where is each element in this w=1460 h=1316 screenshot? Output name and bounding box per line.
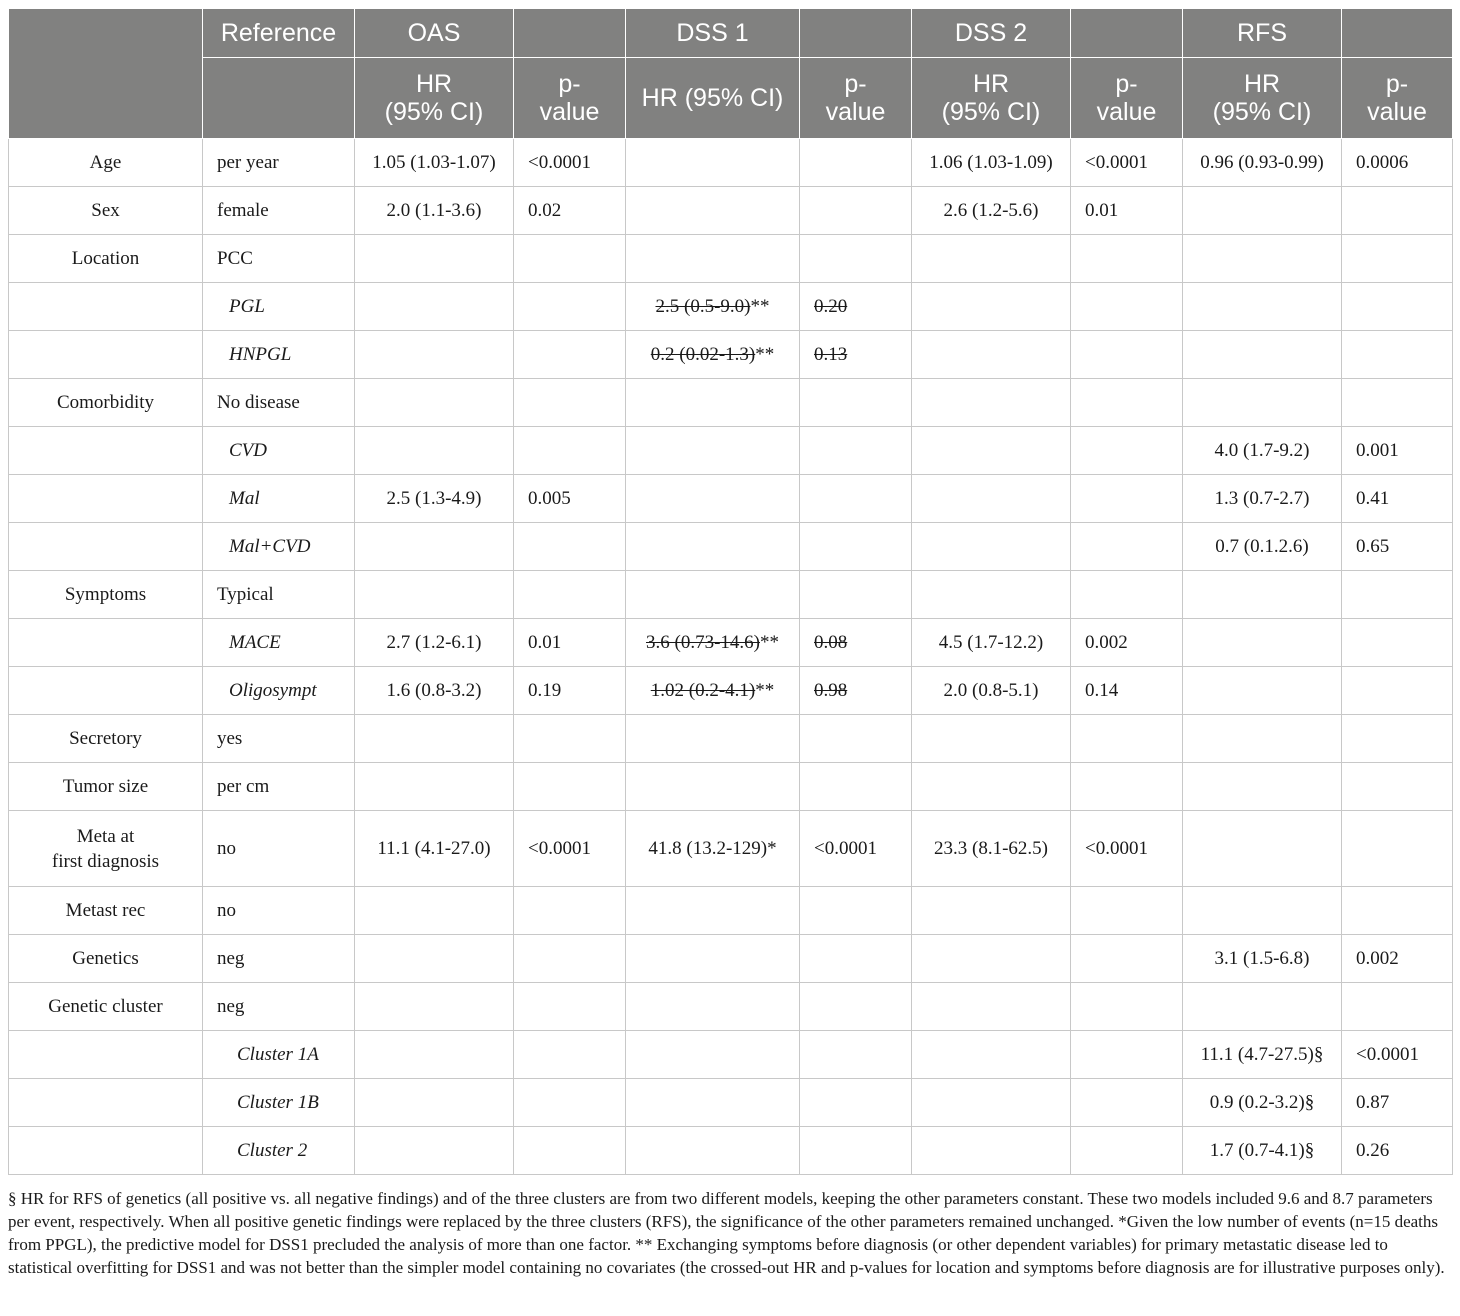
cell-variable (9, 619, 203, 667)
table-container (8, 8, 1452, 1279)
cell-rfs-p (1342, 379, 1453, 427)
cell-reference: yes (203, 715, 355, 763)
cell-dss1-hr (626, 715, 800, 763)
cell-dss1-hr (626, 283, 800, 331)
table-footnote: § HR for RFS of genetics (all positive vs. all negative findings) and of the three clusters are from two different models, keeping the other parameters constant. These two models included 9.6 and 8.7 parameters per event, respectively. When all positive genetic findings were replaced by the three clusters (RFS), the significance of the other parameters remained unchanged. *Given the low number of events (n=15 deaths from PPGL), the predictive model for DSS1 precluded the analysis of more than one factor. ** Exchanging symptoms before diagnosis (or other dependent variables) for primary metastatic disease led to statistical overfitting for DSS1 and was not better than the simpler model containing no covariates (the crossed-out HR and p-values for location and symptoms before diagnosis are for illustrative purposes only). (8, 1189, 1445, 1277)
table-row (9, 475, 1453, 523)
cell-dss2-hr: 2.6 (1.2-5.6) (912, 187, 1071, 235)
cell-rfs-hr: 0.96 (0.93-0.99) (1183, 139, 1342, 187)
cell-variable (9, 331, 203, 379)
cell-rfs-p (1342, 331, 1453, 379)
cell-reference: CVD (203, 427, 355, 475)
cell-dss2-hr (912, 235, 1071, 283)
cell-dss2-p (1071, 235, 1183, 283)
cell-dss2-p: <0.0001 (1071, 811, 1183, 887)
cell-dss1-p (800, 187, 912, 235)
cell-rfs-hr: 11.1 (4.7-27.5)§ (1183, 1031, 1342, 1079)
cell-dss2-hr (912, 935, 1071, 983)
cell-dss1-p (800, 1079, 912, 1127)
table-row (9, 1031, 1453, 1079)
cell-rfs-p: 0.001 (1342, 427, 1453, 475)
cell-dss2-hr (912, 1031, 1071, 1079)
cell-oas-p (514, 331, 626, 379)
cell-dss2-hr (912, 379, 1071, 427)
cell-oas-p (514, 283, 626, 331)
header-dss1-hr: HR (95% CI) (626, 58, 800, 139)
table-row (9, 811, 1453, 887)
cell-dss2-hr (912, 887, 1071, 935)
header-dss1-p: p- value (800, 58, 912, 139)
cell-dss1-p (800, 667, 912, 715)
cell-reference: Oligosympt (203, 667, 355, 715)
cell-variable: Tumor size (9, 763, 203, 811)
cell-dss1-p (800, 427, 912, 475)
cell-dss1-hr (626, 187, 800, 235)
cell-rfs-p (1342, 619, 1453, 667)
header-dss2-hr: HR (95% CI) (912, 58, 1071, 139)
cell-reference: Mal+CVD (203, 523, 355, 571)
cell-dss1-p (800, 523, 912, 571)
cell-variable: Genetic cluster (9, 983, 203, 1031)
cell-dss2-p: 0.01 (1071, 187, 1183, 235)
cell-dss1-hr (626, 523, 800, 571)
struck-hr-value: 3.6 (0.73-14.6) (646, 631, 760, 653)
header-rfs-spacer (1342, 9, 1453, 58)
cell-oas-p: 0.02 (514, 187, 626, 235)
table-row (9, 667, 1453, 715)
cell-dss1-hr (626, 475, 800, 523)
cell-oas-p: <0.0001 (514, 811, 626, 887)
cell-oas-p (514, 379, 626, 427)
cell-reference: neg (203, 935, 355, 983)
cell-oas-hr (355, 983, 514, 1031)
cell-reference: HNPGL (203, 331, 355, 379)
cell-rfs-p: 0.65 (1342, 523, 1453, 571)
cell-dss1-p (800, 139, 912, 187)
header-variable-blank (9, 9, 203, 139)
table-row (9, 523, 1453, 571)
cell-oas-p (514, 427, 626, 475)
cell-dss2-hr (912, 427, 1071, 475)
cell-dss1-p (800, 283, 912, 331)
cell-dss2-p (1071, 935, 1183, 983)
cell-rfs-p (1342, 283, 1453, 331)
cell-oas-p (514, 715, 626, 763)
cell-dss1-p (800, 619, 912, 667)
cell-rfs-hr (1183, 187, 1342, 235)
cell-reference: Mal (203, 475, 355, 523)
cell-reference: Cluster 1A (203, 1031, 355, 1079)
cell-rfs-hr (1183, 331, 1342, 379)
table-row (9, 763, 1453, 811)
footnote-marker: ** (750, 295, 770, 317)
cell-oas-p (514, 1031, 626, 1079)
cell-variable (9, 1031, 203, 1079)
cell-rfs-hr: 4.0 (1.7-9.2) (1183, 427, 1342, 475)
cell-rfs-p (1342, 983, 1453, 1031)
cell-oas-p (514, 571, 626, 619)
table-row (9, 235, 1453, 283)
cell-reference: Typical (203, 571, 355, 619)
cell-oas-hr: 1.05 (1.03-1.07) (355, 139, 514, 187)
cell-dss1-hr (626, 427, 800, 475)
cell-oas-p: 0.01 (514, 619, 626, 667)
header-rfs-hr: HR (95% CI) (1183, 58, 1342, 139)
cell-oas-hr: 2.7 (1.2-6.1) (355, 619, 514, 667)
cell-dss1-hr (626, 235, 800, 283)
cell-variable: Genetics (9, 935, 203, 983)
cell-rfs-hr (1183, 715, 1342, 763)
cell-variable (9, 667, 203, 715)
cell-dss1-hr (626, 887, 800, 935)
cell-rfs-p: 0.87 (1342, 1079, 1453, 1127)
cell-dss2-hr (912, 523, 1071, 571)
cell-dss1-hr (626, 1031, 800, 1079)
table-row (9, 1079, 1453, 1127)
cell-rfs-p (1342, 667, 1453, 715)
cell-rfs-p (1342, 571, 1453, 619)
cell-dss2-p: 0.14 (1071, 667, 1183, 715)
cell-rfs-hr (1183, 763, 1342, 811)
header-oas-p: p- value (514, 58, 626, 139)
cell-dss2-p (1071, 571, 1183, 619)
table-row (9, 715, 1453, 763)
cell-dss1-p (800, 763, 912, 811)
cell-dss1-p (800, 1031, 912, 1079)
cell-reference: per cm (203, 763, 355, 811)
table-row (9, 571, 1453, 619)
cell-dss2-p (1071, 1127, 1183, 1175)
cell-rfs-p (1342, 763, 1453, 811)
cell-dss1-hr (626, 331, 800, 379)
header-dss1-spacer (800, 9, 912, 58)
cell-dss1-hr (626, 667, 800, 715)
header-reference: Reference (203, 9, 355, 58)
cell-rfs-p (1342, 811, 1453, 887)
cell-dss1-p (800, 379, 912, 427)
cell-rfs-p: 0.26 (1342, 1127, 1453, 1175)
cell-dss1-p (800, 1127, 912, 1175)
cell-dss2-hr: 1.06 (1.03-1.09) (912, 139, 1071, 187)
struck-p-value: 0.20 (814, 295, 848, 317)
table-row (9, 983, 1453, 1031)
cell-dss2-p (1071, 887, 1183, 935)
cell-rfs-hr (1183, 571, 1342, 619)
cell-rfs-hr (1183, 667, 1342, 715)
cell-rfs-p (1342, 715, 1453, 763)
cell-oas-hr (355, 571, 514, 619)
cell-dss2-hr (912, 715, 1071, 763)
cell-rfs-hr (1183, 283, 1342, 331)
cell-rfs-hr: 1.7 (0.7-4.1)§ (1183, 1127, 1342, 1175)
cell-rfs-p: 0.41 (1342, 475, 1453, 523)
cell-dss2-hr (912, 571, 1071, 619)
cell-dss2-p (1071, 427, 1183, 475)
cell-dss1-hr (626, 1079, 800, 1127)
cell-dss2-p (1071, 331, 1183, 379)
cell-dss1-hr (626, 619, 800, 667)
cell-variable: Meta at first diagnosis (9, 811, 203, 887)
cell-dss2-hr (912, 283, 1071, 331)
cell-oas-p (514, 983, 626, 1031)
cell-variable: Symptoms (9, 571, 203, 619)
cell-variable: Comorbidity (9, 379, 203, 427)
cell-variable (9, 1079, 203, 1127)
table-row (9, 187, 1453, 235)
cell-dss1-hr (626, 935, 800, 983)
table-row (9, 139, 1453, 187)
header-rfs-p: p- value (1342, 58, 1453, 139)
header-dss2-p: p- value (1071, 58, 1183, 139)
table-header (9, 9, 1453, 139)
cell-dss2-p (1071, 475, 1183, 523)
header-reference-sub (203, 58, 355, 139)
cell-reference: No disease (203, 379, 355, 427)
cell-dss1-hr: 41.8 (13.2-129)* (626, 811, 800, 887)
cell-variable (9, 523, 203, 571)
cell-rfs-p (1342, 235, 1453, 283)
cell-oas-hr (355, 935, 514, 983)
cell-rfs-hr: 0.7 (0.1.2.6) (1183, 523, 1342, 571)
cell-oas-hr: 1.6 (0.8-3.2) (355, 667, 514, 715)
cell-dss2-p: <0.0001 (1071, 139, 1183, 187)
cell-dss2-p (1071, 523, 1183, 571)
cell-dss1-p (800, 715, 912, 763)
cell-dss2-hr (912, 763, 1071, 811)
cell-rfs-hr (1183, 235, 1342, 283)
cell-oas-p (514, 523, 626, 571)
cell-reference: PCC (203, 235, 355, 283)
cell-dss2-p (1071, 1079, 1183, 1127)
cell-dss1-hr (626, 379, 800, 427)
cell-oas-p: <0.0001 (514, 139, 626, 187)
cell-dss2-p (1071, 379, 1183, 427)
table-body (9, 139, 1453, 1175)
cell-dss2-hr (912, 1127, 1071, 1175)
cell-reference: per year (203, 139, 355, 187)
cell-oas-hr (355, 763, 514, 811)
cell-rfs-hr (1183, 619, 1342, 667)
cell-rfs-p (1342, 187, 1453, 235)
cell-reference: female (203, 187, 355, 235)
cell-oas-hr (355, 235, 514, 283)
struck-p-value: 0.13 (814, 343, 848, 365)
cell-dss2-p (1071, 283, 1183, 331)
struck-hr-value: 0.2 (0.02-1.3) (650, 343, 756, 365)
cell-dss2-p (1071, 983, 1183, 1031)
cell-rfs-hr: 1.3 (0.7-2.7) (1183, 475, 1342, 523)
footnote-marker: ** (755, 343, 775, 365)
cell-dss1-hr (626, 983, 800, 1031)
cell-oas-hr (355, 427, 514, 475)
cell-dss2-hr (912, 331, 1071, 379)
cell-dss1-p (800, 983, 912, 1031)
cell-dss1-hr (626, 1127, 800, 1175)
struck-hr-value: 2.5 (0.5-9.0) (655, 295, 751, 317)
cell-rfs-p: 0.0006 (1342, 139, 1453, 187)
header-rfs: RFS (1183, 9, 1342, 58)
cell-oas-p: 0.005 (514, 475, 626, 523)
cell-variable: Metast rec (9, 887, 203, 935)
cell-oas-p (514, 1079, 626, 1127)
cell-dss1-p (800, 571, 912, 619)
cell-dss2-p: 0.002 (1071, 619, 1183, 667)
cell-dss2-hr (912, 475, 1071, 523)
cell-dss1-p (800, 235, 912, 283)
cell-dss2-hr: 4.5 (1.7-12.2) (912, 619, 1071, 667)
header-dss2: DSS 2 (912, 9, 1071, 58)
cell-rfs-hr (1183, 379, 1342, 427)
table-row (9, 331, 1453, 379)
cell-rfs-hr: 3.1 (1.5-6.8) (1183, 935, 1342, 983)
cell-rfs-hr (1183, 811, 1342, 887)
cell-variable (9, 475, 203, 523)
cell-dss2-hr: 23.3 (8.1-62.5) (912, 811, 1071, 887)
cell-reference: Cluster 2 (203, 1127, 355, 1175)
hazard-ratio-table (8, 8, 1453, 1175)
table-row (9, 935, 1453, 983)
header-dss1: DSS 1 (626, 9, 800, 58)
cell-oas-hr (355, 523, 514, 571)
table-row (9, 283, 1453, 331)
cell-variable: Sex (9, 187, 203, 235)
cell-dss2-hr: 2.0 (0.8-5.1) (912, 667, 1071, 715)
cell-reference: no (203, 811, 355, 887)
footnote-marker: ** (755, 679, 775, 701)
cell-variable (9, 283, 203, 331)
table-row (9, 887, 1453, 935)
cell-rfs-hr (1183, 983, 1342, 1031)
cell-rfs-hr (1183, 887, 1342, 935)
struck-p-value: 0.98 (814, 679, 848, 701)
cell-reference: MACE (203, 619, 355, 667)
cell-oas-p (514, 235, 626, 283)
cell-variable: Location (9, 235, 203, 283)
cell-variable: Secretory (9, 715, 203, 763)
cell-dss1-p (800, 331, 912, 379)
cell-reference: PGL (203, 283, 355, 331)
cell-dss2-p (1071, 715, 1183, 763)
header-oas-hr: HR (95% CI) (355, 58, 514, 139)
struck-hr-value: 1.02 (0.2-4.1) (650, 679, 756, 701)
table-row (9, 379, 1453, 427)
cell-oas-p (514, 935, 626, 983)
cell-rfs-p: 0.002 (1342, 935, 1453, 983)
header-oas: OAS (355, 9, 514, 58)
cell-oas-hr (355, 331, 514, 379)
cell-reference: no (203, 887, 355, 935)
cell-oas-hr (355, 379, 514, 427)
cell-oas-hr (355, 1127, 514, 1175)
cell-oas-hr: 2.5 (1.3-4.9) (355, 475, 514, 523)
cell-dss2-hr (912, 983, 1071, 1031)
cell-oas-p: 0.19 (514, 667, 626, 715)
header-oas-spacer (514, 9, 626, 58)
cell-variable (9, 427, 203, 475)
footnote-marker: ** (759, 631, 779, 653)
table-row (9, 619, 1453, 667)
cell-oas-hr (355, 1079, 514, 1127)
cell-rfs-p (1342, 887, 1453, 935)
cell-dss1-p: <0.0001 (800, 811, 912, 887)
header-dss2-spacer (1071, 9, 1183, 58)
cell-dss1-hr (626, 763, 800, 811)
cell-dss1-p (800, 887, 912, 935)
cell-dss1-p (800, 935, 912, 983)
cell-dss2-p (1071, 1031, 1183, 1079)
cell-oas-hr (355, 1031, 514, 1079)
cell-oas-hr: 11.1 (4.1-27.0) (355, 811, 514, 887)
struck-p-value: 0.08 (814, 631, 848, 653)
cell-reference: Cluster 1B (203, 1079, 355, 1127)
cell-dss1-hr (626, 571, 800, 619)
cell-oas-hr (355, 887, 514, 935)
table-row (9, 1127, 1453, 1175)
cell-dss2-hr (912, 1079, 1071, 1127)
cell-variable (9, 1127, 203, 1175)
cell-oas-hr (355, 283, 514, 331)
cell-rfs-hr: 0.9 (0.2-3.2)§ (1183, 1079, 1342, 1127)
cell-dss1-p (800, 475, 912, 523)
cell-variable: Age (9, 139, 203, 187)
cell-dss1-hr (626, 139, 800, 187)
cell-rfs-p: <0.0001 (1342, 1031, 1453, 1079)
cell-oas-p (514, 1127, 626, 1175)
table-row (9, 427, 1453, 475)
cell-oas-p (514, 887, 626, 935)
cell-reference: neg (203, 983, 355, 1031)
cell-oas-p (514, 763, 626, 811)
cell-oas-hr (355, 715, 514, 763)
cell-dss2-p (1071, 763, 1183, 811)
cell-oas-hr: 2.0 (1.1-3.6) (355, 187, 514, 235)
